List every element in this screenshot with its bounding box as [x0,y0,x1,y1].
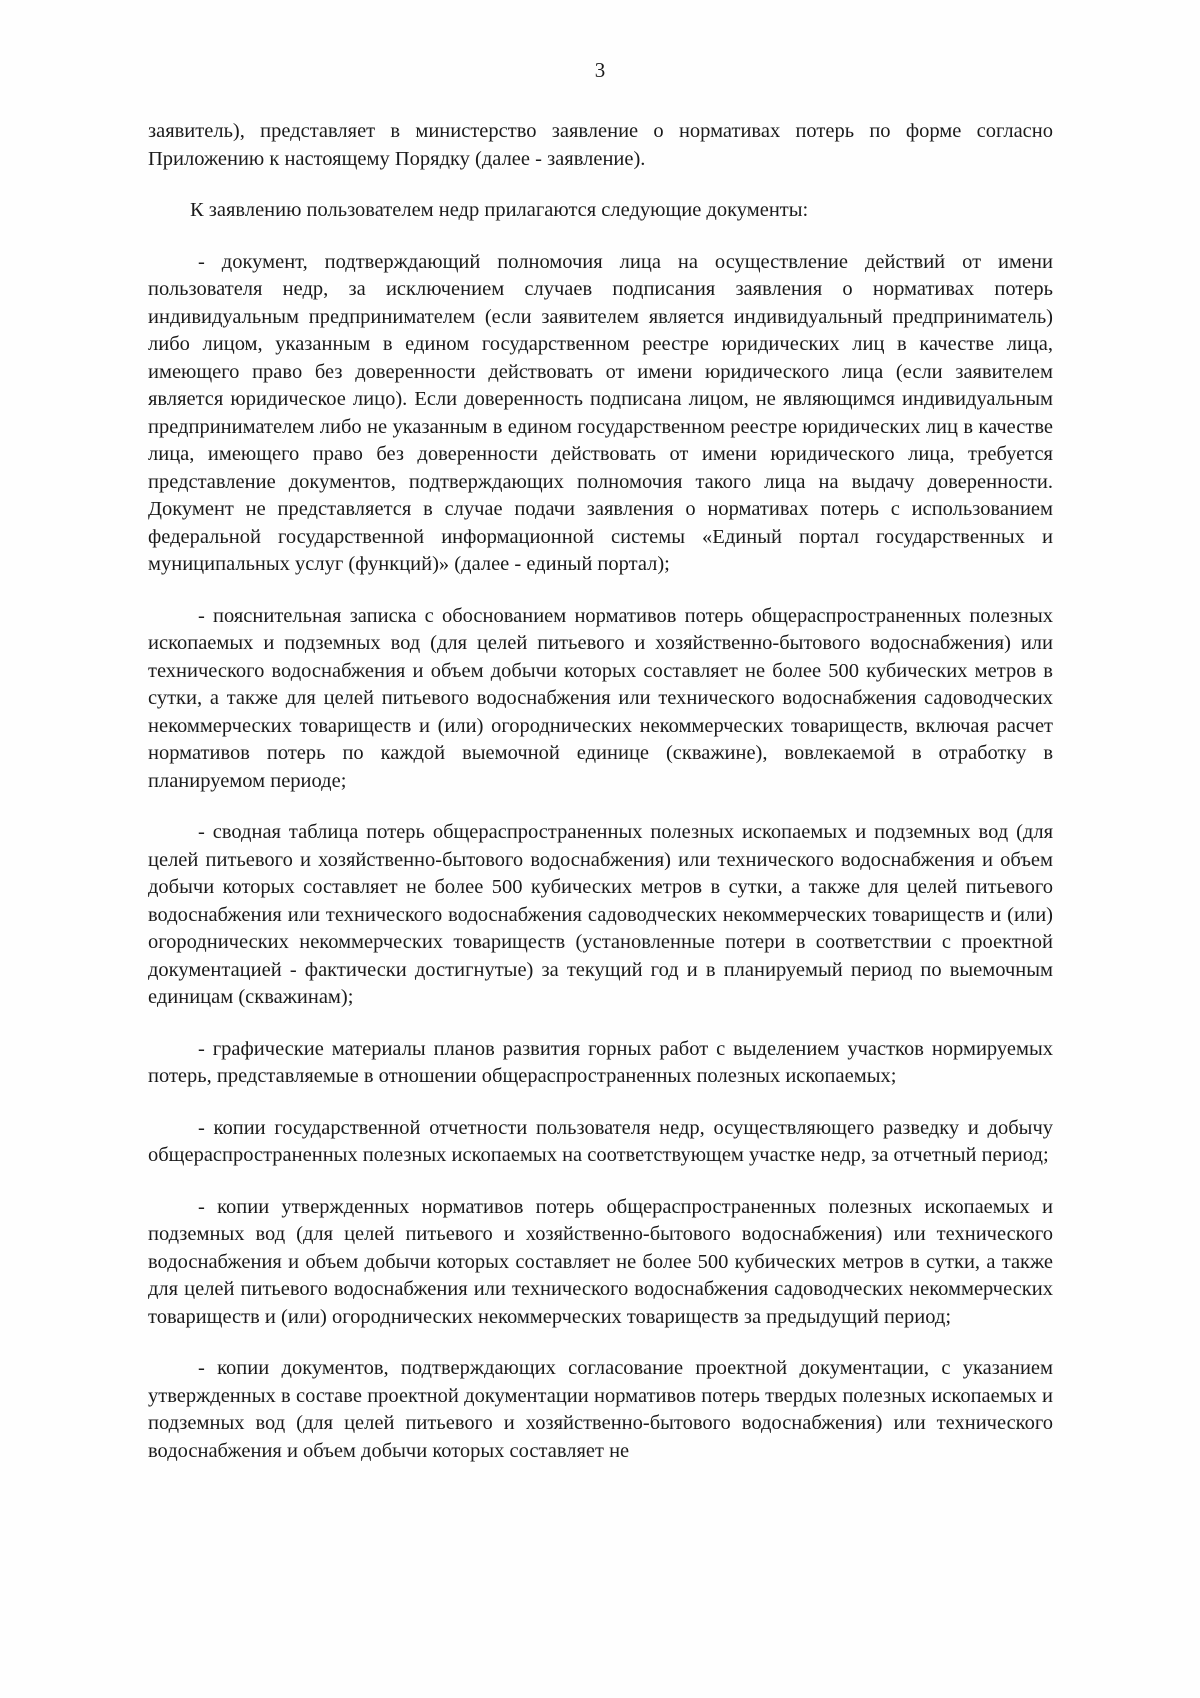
paragraph-project-approval: - копии документов, подтверждающих согласование проектной документации, с указанием утвержденных в составе проектной документации нормативов потерь твердых полезных ископаемых и подземных вод (для целей питьевого и хозяйственно-бытового водоснабжения) или технического водоснабжения и объем добычи которых составляет не [148,1357,1053,1462]
paragraph-graphic-materials: - графические материалы планов развития горных работ с выделением участков нормируемых потерь, представляемые в отношении общераспространенных полезных ископаемых; [148,1037,1053,1087]
paragraph-state-reporting: - копии государственной отчетности пользователя недр, осуществляющего разведку и добычу общераспространенных полезных ископаемых на соответствующем участке недр, за отчетный период; [148,1116,1053,1166]
paragraph-authority-document: - документ, подтверждающий полномочия лица на осуществление действий от имени пользователя недр, за исключением случаев подписания заявления о нормативах потерь индивидуальным предпринимателем (если заявителем является индивидуальный предприниматель) либо лицом, указанным в едином государственном реестре юридических лиц в качестве лица, имеющего право без доверенности действовать от имени юридического лица (если заявителем является юридическое лицо). Если доверенность подписана лицом, не являющимся индивидуальным предпринимателем либо не указанным в едином государственном реестре юридических лиц в качестве лица, имеющего право без доверенности действовать от имени юридического лица, требуется представление документов, подтверждающих полномочия такого лица на выдачу доверенности. Документ не представляется в случае подачи заявления о нормативах потерь с использованием федеральной государственной информационной системы «Единый портал государственных и муниципальных услуг (функций)» (далее - единый портал); [148,250,1053,575]
page-number: 3 [594,58,606,82]
paragraph-continuation: заявитель), представляет в министерство заявление о нормативах потерь по форме согласно Приложению к настоящему Порядку (далее - заявление). [148,120,1053,170]
paragraph-approved-norms: - копии утвержденных нормативов потерь общераспространенных полезных ископаемых и подземных вод (для целей питьевого и хозяйственно-бытового водоснабжения) или технического водоснабжения и объем добычи которых составляет не более 500 кубических метров в сутки, а также для целей питьевого водоснабжения или технического водоснабжения садоводческих некоммерческих товариществ и (или) огороднических некоммерческих товариществ за предыдущий период; [148,1195,1053,1328]
paragraph-documents-intro: К заявлению пользователем недр прилагаются следующие документы: [190,199,809,221]
document-body [148,118,1053,1489]
paragraph-explanatory-note: - пояснительная записка с обоснованием нормативов потерь общераспространенных полезных ископаемых и подземных вод (для целей питьевого и хозяйственно-бытового водоснабжения) или технического водоснабжения и объем добычи которых составляет не более 500 кубических метров в сутки, а также для целей питьевого водоснабжения или технического водоснабжения садоводческих некоммерческих товариществ и (или) огороднических некоммерческих товариществ, включая расчет нормативов потерь по каждой выемочной единице (скважине), вовлекаемой в отработку в планируемом периоде; [148,604,1053,792]
paragraph-summary-table: - сводная таблица потерь общераспространенных полезных ископаемых и подземных вод (для целей питьевого и хозяйственно-бытового водоснабжения) или технического водоснабжения и объем добычи которых составляет не более 500 кубических метров в сутки, а также для целей питьевого водоснабжения или технического водоснабжения садоводческих некоммерческих товариществ и (или) огороднических некоммерческих товариществ (установленные потери в соответствии с проектной документацией - фактически достигнутые) за текущий год и в планируемый период по выемочным единицам (скважинам); [148,821,1053,1008]
